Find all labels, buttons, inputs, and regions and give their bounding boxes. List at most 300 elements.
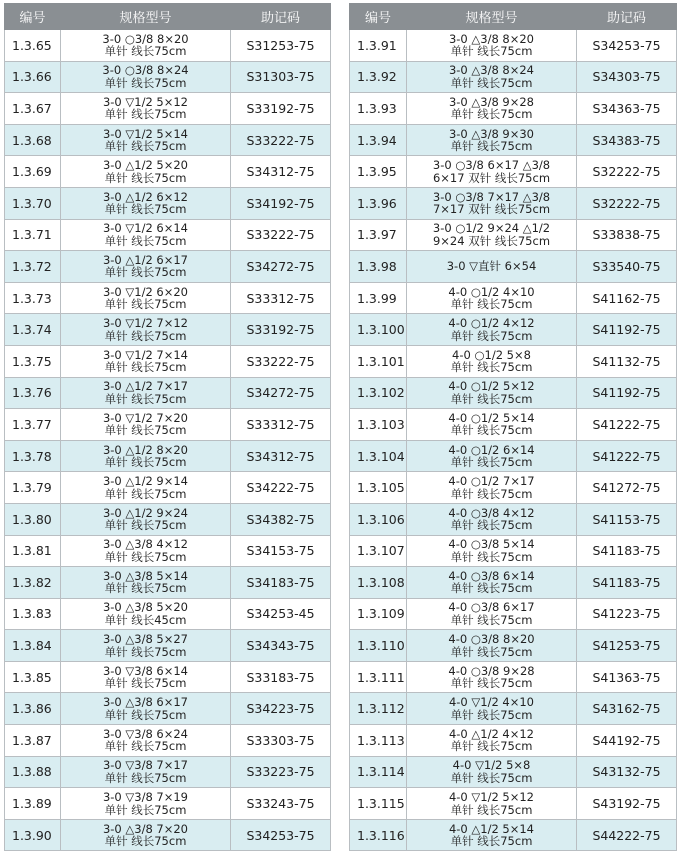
cell-code: 1.3.99: [350, 282, 407, 314]
cell-spec: [61, 819, 231, 851]
cell-mnemonic: S34222-75: [231, 472, 331, 504]
cell-code: 1.3.67: [5, 93, 61, 125]
spec-line-2: 单针 线长75cm: [104, 739, 187, 754]
spec-line-1: 4-0 ▽1/2 5×8: [452, 758, 531, 773]
cell-mnemonic: S34153-75: [231, 535, 331, 567]
cell-spec: [61, 661, 231, 693]
cell-code: 1.3.107: [350, 535, 407, 567]
spec-line-2: 单针 线长75cm: [450, 770, 533, 785]
table-row: [5, 30, 331, 62]
spec-line-1: 3-0 ▽1/2 5×12: [102, 94, 189, 109]
cell-spec: [407, 756, 577, 788]
spec-table-right: [349, 3, 677, 851]
cell-mnemonic: S34183-75: [231, 567, 331, 599]
table-row: [350, 503, 677, 535]
table-row: [5, 598, 331, 630]
spec-line-1: 3-0 △3/8 9×28: [448, 94, 535, 109]
table-header-row: [5, 4, 331, 30]
cell-spec: [407, 187, 577, 219]
table-row: [5, 156, 331, 188]
cell-code: 1.3.114: [350, 756, 407, 788]
cell-code: 1.3.74: [5, 314, 61, 346]
cell-mnemonic: S34382-75: [231, 503, 331, 535]
spec-line-1: 4-0 ○1/2 4×10: [448, 284, 535, 299]
spec-line-2: 单针 线长75cm: [104, 707, 187, 722]
spec-line-2: 单针 线长75cm: [450, 518, 533, 533]
cell-spec: [61, 187, 231, 219]
table-row: [350, 788, 677, 820]
table-row: [350, 61, 677, 93]
cell-spec: [407, 503, 577, 535]
spec-line-1: 3-0 △3/8 8×24: [448, 63, 535, 78]
spec-line-2: 单针 线长75cm: [450, 75, 533, 90]
table-row: [350, 251, 677, 283]
cell-spec: [407, 30, 577, 62]
table-row: [5, 409, 331, 441]
table-header-row: [350, 4, 677, 30]
cell-code: 1.3.97: [350, 219, 407, 251]
spec-line-1: 3-0 ▽1/2 6×20: [102, 284, 189, 299]
cell-mnemonic: S34312-75: [231, 440, 331, 472]
cell-spec: [61, 409, 231, 441]
cell-code: 1.3.77: [5, 409, 61, 441]
spec-line-2: 单针 线长75cm: [450, 802, 533, 817]
spec-line-1: 3-0 ▽1/2 7×20: [102, 410, 189, 425]
cell-mnemonic: S34363-75: [577, 93, 677, 125]
cell-mnemonic: S43132-75: [577, 756, 677, 788]
cell-code: 1.3.115: [350, 788, 407, 820]
spec-line-2: 7×17 双针 线长75cm: [432, 202, 551, 217]
cell-code: 1.3.91: [350, 30, 407, 62]
spec-line-1: 3-0 △3/8 5×20: [102, 600, 189, 615]
cell-mnemonic: S32222-75: [577, 156, 677, 188]
cell-mnemonic: S33192-75: [231, 93, 331, 125]
spec-line-2: 单针 线长75cm: [450, 581, 533, 596]
spec-line-1: 3-0 ▽1/2 5×14: [102, 126, 189, 141]
spec-line-2: 单针 线长75cm: [104, 770, 187, 785]
cell-code: 1.3.65: [5, 30, 61, 62]
spec-line-2: 单针 线长75cm: [104, 518, 187, 533]
spec-line-2: 单针 线长75cm: [104, 486, 187, 501]
spec-line-1: 4-0 ○1/2 4×12: [448, 316, 535, 331]
cell-code: 1.3.93: [350, 93, 407, 125]
cell-mnemonic: S41192-75: [577, 377, 677, 409]
cell-spec: [61, 535, 231, 567]
table-row: [5, 124, 331, 156]
spec-line-2: 单针 线长75cm: [104, 170, 187, 185]
cell-code: 1.3.73: [5, 282, 61, 314]
table-row: [350, 472, 677, 504]
cell-spec: [61, 503, 231, 535]
cell-code: 1.3.89: [5, 788, 61, 820]
cell-code: 1.3.113: [350, 725, 407, 757]
spec-line-2: 单针 线长75cm: [450, 328, 533, 343]
cell-code: 1.3.70: [5, 187, 61, 219]
header-mnemonic: 助记码: [231, 4, 331, 30]
cell-spec: [407, 819, 577, 851]
cell-code: 1.3.71: [5, 219, 61, 251]
spec-line-2: 单针 线长75cm: [104, 328, 187, 343]
cell-spec: [61, 693, 231, 725]
cell-spec: [407, 345, 577, 377]
cell-spec: [61, 630, 231, 662]
cell-code: 1.3.72: [5, 251, 61, 283]
cell-spec: [407, 409, 577, 441]
cell-spec: [61, 30, 231, 62]
cell-mnemonic: S41272-75: [577, 472, 677, 504]
cell-code: 1.3.95: [350, 156, 407, 188]
table-body-left: [5, 30, 331, 851]
cell-spec: [61, 472, 231, 504]
spec-line-2: 单针 线长75cm: [104, 549, 187, 564]
header-mnemonic: 助记码: [577, 4, 677, 30]
spec-line-1: 4-0 ▽1/2 5×12: [448, 790, 535, 805]
spec-line-2: 单针 线长75cm: [450, 644, 533, 659]
table-row: [5, 503, 331, 535]
table-row: [5, 187, 331, 219]
cell-mnemonic: S34253-45: [231, 598, 331, 630]
cell-mnemonic: S41183-75: [577, 567, 677, 599]
cell-mnemonic: S34343-75: [231, 630, 331, 662]
spec-line-2: 单针 线长75cm: [104, 644, 187, 659]
cell-mnemonic: S33222-75: [231, 124, 331, 156]
spec-line-2: 单针 线长75cm: [104, 581, 187, 596]
spec-line-1: 4-0 ○1/2 5×8: [452, 347, 531, 362]
cell-code: 1.3.82: [5, 567, 61, 599]
cell-spec: [407, 630, 577, 662]
spec-line-1: 3-0 ○3/8 7×17 △3/8: [432, 189, 551, 204]
table-row: [5, 251, 331, 283]
spec-line-2: 单针 线长75cm: [450, 549, 533, 564]
cell-code: 1.3.101: [350, 345, 407, 377]
spec-line-2: 9×24 双针 线长75cm: [432, 233, 551, 248]
spec-line-2: 单针 线长75cm: [450, 423, 533, 438]
cell-mnemonic: S33222-75: [231, 345, 331, 377]
cell-code: 1.3.103: [350, 409, 407, 441]
cell-spec: [407, 251, 577, 283]
table-row: [350, 282, 677, 314]
cell-mnemonic: S34272-75: [231, 251, 331, 283]
table-row: [5, 693, 331, 725]
spec-line-1: 3-0 ▽1/2 7×12: [102, 316, 189, 331]
cell-code: 1.3.102: [350, 377, 407, 409]
spec-line-2: 单针 线长75cm: [450, 139, 533, 154]
spec-line-2: 单针 线长75cm: [104, 107, 187, 122]
spec-line-1: 4-0 ○3/8 9×28: [448, 663, 535, 678]
spec-line-2: 单针 线长75cm: [104, 233, 187, 248]
table-row: [350, 567, 677, 599]
spec-line-1: 4-0 ○3/8 6×14: [448, 568, 535, 583]
table-row: [350, 314, 677, 346]
cell-code: 1.3.88: [5, 756, 61, 788]
cell-mnemonic: S33243-75: [231, 788, 331, 820]
table-row: [350, 93, 677, 125]
spec-line-2: 单针 线长75cm: [104, 139, 187, 154]
cell-spec: [61, 440, 231, 472]
spec-line-1: 4-0 ○3/8 8×20: [448, 632, 535, 647]
spec-line-1: 3-0 △1/2 9×24: [102, 505, 189, 520]
table-row: [5, 377, 331, 409]
cell-code: 1.3.66: [5, 61, 61, 93]
cell-mnemonic: S33838-75: [577, 219, 677, 251]
spec-line-1: 3-0 △3/8 8×20: [448, 31, 535, 46]
cell-spec: [407, 535, 577, 567]
spec-line-2: 单针 线长75cm: [104, 265, 187, 280]
cell-spec: [407, 282, 577, 314]
cell-mnemonic: S44222-75: [577, 819, 677, 851]
cell-spec: [61, 377, 231, 409]
cell-spec: [407, 377, 577, 409]
cell-code: 1.3.98: [350, 251, 407, 283]
cell-mnemonic: S41183-75: [577, 535, 677, 567]
table-row: [350, 30, 677, 62]
spec-line-2: 单针 线长75cm: [104, 802, 187, 817]
spec-line-2: 单针 线长75cm: [104, 75, 187, 90]
table-row: [5, 314, 331, 346]
spec-line-2: 单针 线长75cm: [104, 676, 187, 691]
cell-code: 1.3.109: [350, 598, 407, 630]
table-row: [350, 377, 677, 409]
spec-line-1: 3-0 △3/8 7×20: [102, 821, 189, 836]
cell-mnemonic: S33540-75: [577, 251, 677, 283]
cell-mnemonic: S33312-75: [231, 282, 331, 314]
spec-line-2: 6×17 双针 线长75cm: [432, 170, 551, 185]
spec-line-1: 3-0 ○3/8 6×17 △3/8: [432, 158, 551, 173]
spec-line-1: 4-0 ○1/2 5×14: [448, 410, 535, 425]
table-row: [350, 409, 677, 441]
cell-spec: [61, 345, 231, 377]
table-row: [350, 819, 677, 851]
spec-line-2: 单针 线长75cm: [450, 834, 533, 849]
cell-mnemonic: S33192-75: [231, 314, 331, 346]
cell-mnemonic: S34223-75: [231, 693, 331, 725]
table-row: [350, 725, 677, 757]
spec-line-1: 3-0 ○3/8 8×20: [102, 31, 189, 46]
table-row: [5, 788, 331, 820]
cell-spec: [407, 440, 577, 472]
cell-code: 1.3.110: [350, 630, 407, 662]
cell-spec: [61, 725, 231, 757]
table-row: [5, 567, 331, 599]
spec-line-1: 4-0 ○1/2 7×17: [448, 474, 535, 489]
spec-line-1: 3-0 ○1/2 9×24 △1/2: [432, 221, 551, 236]
cell-spec: [61, 61, 231, 93]
spec-line-2: 单针 线长75cm: [450, 707, 533, 722]
spec-line-1: 3-0 ▽直针 6×54: [446, 259, 537, 274]
spec-line-1: 3-0 ○3/8 8×24: [102, 63, 189, 78]
cell-spec: [407, 93, 577, 125]
table-row: [350, 756, 677, 788]
spec-line-2: 单针 线长45cm: [104, 612, 187, 627]
spec-line-1: 3-0 △3/8 9×30: [448, 126, 535, 141]
cell-code: 1.3.94: [350, 124, 407, 156]
cell-mnemonic: S41162-75: [577, 282, 677, 314]
cell-mnemonic: S41153-75: [577, 503, 677, 535]
cell-code: 1.3.116: [350, 819, 407, 851]
spec-line-1: 4-0 ○1/2 6×14: [448, 442, 535, 457]
spec-line-2: 单针 线长75cm: [104, 297, 187, 312]
spec-line-2: 单针 线长75cm: [450, 486, 533, 501]
cell-mnemonic: S41192-75: [577, 314, 677, 346]
spec-line-2: 单针 线长75cm: [450, 391, 533, 406]
cell-code: 1.3.83: [5, 598, 61, 630]
cell-spec: [407, 472, 577, 504]
spec-line-2: 单针 线长75cm: [104, 44, 187, 59]
spec-line-1: 3-0 ▽1/2 6×14: [102, 221, 189, 236]
cell-spec: [407, 61, 577, 93]
cell-spec: [407, 219, 577, 251]
table-row: [350, 598, 677, 630]
table-row: [5, 282, 331, 314]
spec-line-2: 单针 线长75cm: [104, 423, 187, 438]
cell-mnemonic: S33303-75: [231, 725, 331, 757]
cell-mnemonic: S34383-75: [577, 124, 677, 156]
spec-line-1: 4-0 △1/2 4×12: [448, 726, 535, 741]
spec-line-1: 3-0 △3/8 4×12: [102, 537, 189, 552]
cell-spec: [407, 598, 577, 630]
cell-code: 1.3.85: [5, 661, 61, 693]
cell-code: 1.3.108: [350, 567, 407, 599]
spec-line-1: 3-0 △1/2 9×14: [102, 474, 189, 489]
cell-mnemonic: S41223-75: [577, 598, 677, 630]
spec-line-1: 3-0 △1/2 5×20: [102, 158, 189, 173]
table-row: [350, 156, 677, 188]
spec-line-1: 3-0 ▽3/8 7×19: [102, 790, 189, 805]
cell-mnemonic: S43162-75: [577, 693, 677, 725]
spec-line-1: 3-0 △3/8 5×27: [102, 632, 189, 647]
cell-spec: [61, 93, 231, 125]
header-code: 编号: [350, 4, 407, 30]
cell-spec: [407, 124, 577, 156]
cell-code: 1.3.104: [350, 440, 407, 472]
cell-mnemonic: S34303-75: [577, 61, 677, 93]
table-row: [350, 630, 677, 662]
spec-line-1: 3-0 ▽3/8 7×17: [102, 758, 189, 773]
cell-spec: [61, 282, 231, 314]
spec-line-2: 单针 线长75cm: [450, 455, 533, 470]
spec-line-1: 3-0 △3/8 5×14: [102, 568, 189, 583]
table-row: [5, 61, 331, 93]
cell-spec: [61, 314, 231, 346]
cell-mnemonic: S32222-75: [577, 187, 677, 219]
header-spec: 规格型号: [407, 4, 577, 30]
table-row: [5, 756, 331, 788]
table-row: [5, 472, 331, 504]
cell-mnemonic: S41222-75: [577, 440, 677, 472]
cell-code: 1.3.87: [5, 725, 61, 757]
table-row: [350, 440, 677, 472]
header-code: 编号: [5, 4, 61, 30]
cell-mnemonic: S34312-75: [231, 156, 331, 188]
spec-line-1: 3-0 △1/2 6×17: [102, 252, 189, 267]
table-row: [350, 535, 677, 567]
cell-mnemonic: S34253-75: [577, 30, 677, 62]
spec-line-1: 4-0 ○3/8 5×14: [448, 537, 535, 552]
table-row: [350, 661, 677, 693]
cell-mnemonic: S33223-75: [231, 756, 331, 788]
table-row: [350, 219, 677, 251]
table-row: [350, 693, 677, 725]
cell-mnemonic: S34272-75: [231, 377, 331, 409]
table-row: [5, 535, 331, 567]
spec-line-1: 3-0 △3/8 6×17: [102, 695, 189, 710]
spec-line-1: 4-0 ○3/8 4×12: [448, 505, 535, 520]
cell-spec: [61, 756, 231, 788]
table-row: [5, 661, 331, 693]
cell-spec: [407, 314, 577, 346]
cell-code: 1.3.79: [5, 472, 61, 504]
cell-code: 1.3.92: [350, 61, 407, 93]
cell-mnemonic: S31303-75: [231, 61, 331, 93]
table-row: [5, 725, 331, 757]
cell-code: 1.3.112: [350, 693, 407, 725]
cell-code: 1.3.84: [5, 630, 61, 662]
cell-spec: [407, 693, 577, 725]
spec-line-2: 单针 线长75cm: [450, 107, 533, 122]
cell-code: 1.3.78: [5, 440, 61, 472]
spec-line-2: 单针 线长75cm: [104, 391, 187, 406]
spec-line-1: 3-0 △1/2 7×17: [102, 379, 189, 394]
spec-line-2: 单针 线长75cm: [450, 360, 533, 375]
cell-mnemonic: S34192-75: [231, 187, 331, 219]
cell-mnemonic: S41253-75: [577, 630, 677, 662]
cell-spec: [407, 788, 577, 820]
cell-mnemonic: S34253-75: [231, 819, 331, 851]
cell-spec: [61, 156, 231, 188]
cell-spec: [407, 661, 577, 693]
cell-mnemonic: S43192-75: [577, 788, 677, 820]
spec-line-2: 单针 线长75cm: [104, 360, 187, 375]
spec-line-2: 单针 线长75cm: [104, 202, 187, 217]
cell-code: 1.3.96: [350, 187, 407, 219]
cell-code: 1.3.105: [350, 472, 407, 504]
cell-mnemonic: S41363-75: [577, 661, 677, 693]
table-row: [5, 93, 331, 125]
spec-line-1: 3-0 ▽3/8 6×24: [102, 726, 189, 741]
table-body-right: [350, 30, 677, 851]
spec-line-1: 3-0 ▽3/8 6×14: [102, 663, 189, 678]
cell-spec: [61, 567, 231, 599]
cell-spec: [61, 219, 231, 251]
spec-line-1: 4-0 △1/2 5×14: [448, 821, 535, 836]
table-row: [5, 345, 331, 377]
table-row: [5, 819, 331, 851]
spec-line-1: 3-0 △1/2 6×12: [102, 189, 189, 204]
spec-line-2: 单针 线长75cm: [450, 612, 533, 627]
cell-code: 1.3.68: [5, 124, 61, 156]
spec-line-2: 单针 线长75cm: [450, 44, 533, 59]
table-row: [5, 219, 331, 251]
cell-mnemonic: S33222-75: [231, 219, 331, 251]
cell-spec: [407, 725, 577, 757]
spec-line-2: 单针 线长75cm: [104, 834, 187, 849]
cell-spec: [407, 567, 577, 599]
cell-mnemonic: S41132-75: [577, 345, 677, 377]
table-row: [5, 440, 331, 472]
cell-code: 1.3.106: [350, 503, 407, 535]
cell-code: 1.3.81: [5, 535, 61, 567]
cell-code: 1.3.100: [350, 314, 407, 346]
table-row: [5, 630, 331, 662]
spec-line-1: 4-0 ○1/2 5×12: [448, 379, 535, 394]
header-spec: 规格型号: [61, 4, 231, 30]
table-row: [350, 345, 677, 377]
spec-line-1: 4-0 ○3/8 6×17: [448, 600, 535, 615]
spec-line-2: 单针 线长75cm: [450, 739, 533, 754]
cell-code: 1.3.90: [5, 819, 61, 851]
cell-mnemonic: S41222-75: [577, 409, 677, 441]
cell-spec: [61, 124, 231, 156]
